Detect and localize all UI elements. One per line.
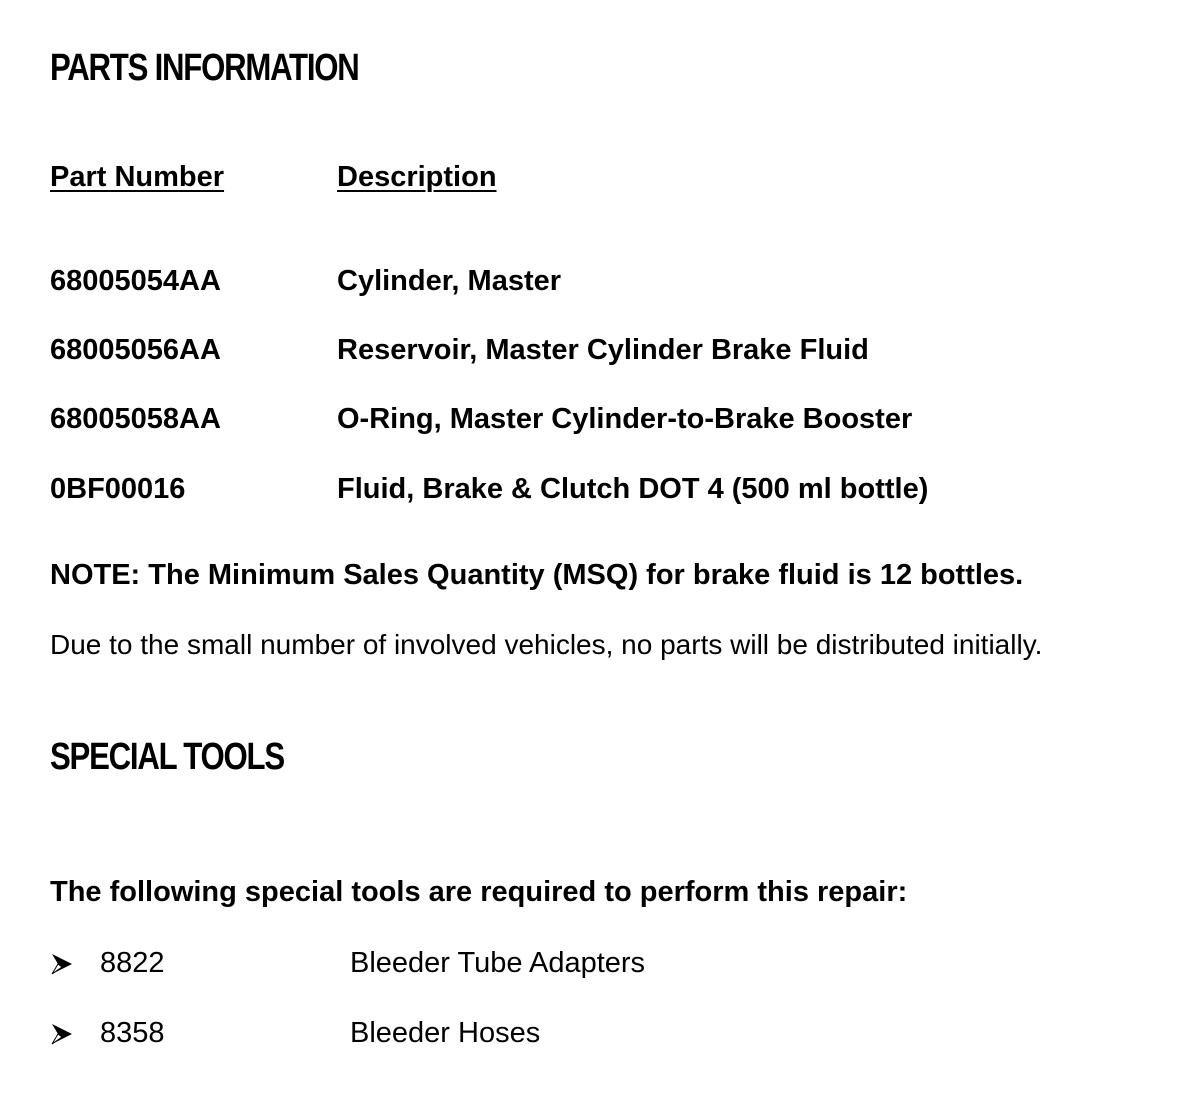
- part-number-column-header: Part Number: [50, 161, 225, 193]
- part-number-cell: 0BF00016: [50, 473, 186, 505]
- msq-note: NOTE: The Minimum Sales Quantity (MSQ) for brake fluid is 12 bottles.: [50, 559, 1024, 591]
- parts-information-heading: PARTS INFORMATION: [50, 47, 359, 89]
- tool-number: 8822: [100, 947, 165, 979]
- description-cell: Fluid, Brake & Clutch DOT 4 (500 ml bottle): [337, 473, 929, 505]
- arrow-bullet-icon: [51, 1023, 73, 1045]
- part-number-cell: 68005054AA: [50, 265, 221, 297]
- description-cell: Reservoir, Master Cylinder Brake Fluid: [337, 334, 869, 366]
- arrow-bullet-icon: [51, 953, 73, 975]
- description-cell: Cylinder, Master: [337, 265, 562, 297]
- tool-name: Bleeder Hoses: [350, 1017, 541, 1049]
- tools-intro-text: The following special tools are required to perform this repair:: [50, 876, 908, 908]
- distribution-text: Due to the small number of involved vehicles, no parts will be distributed initially.: [50, 629, 1043, 660]
- tool-number: 8358: [100, 1017, 165, 1049]
- part-number-cell: 68005058AA: [50, 403, 221, 435]
- part-number-cell: 68005056AA: [50, 334, 221, 366]
- tool-name: Bleeder Tube Adapters: [350, 947, 646, 979]
- description-column-header: Description: [337, 161, 497, 193]
- description-cell: O-Ring, Master Cylinder-to-Brake Booster: [337, 403, 913, 435]
- special-tools-heading: SPECIAL TOOLS: [50, 736, 284, 778]
